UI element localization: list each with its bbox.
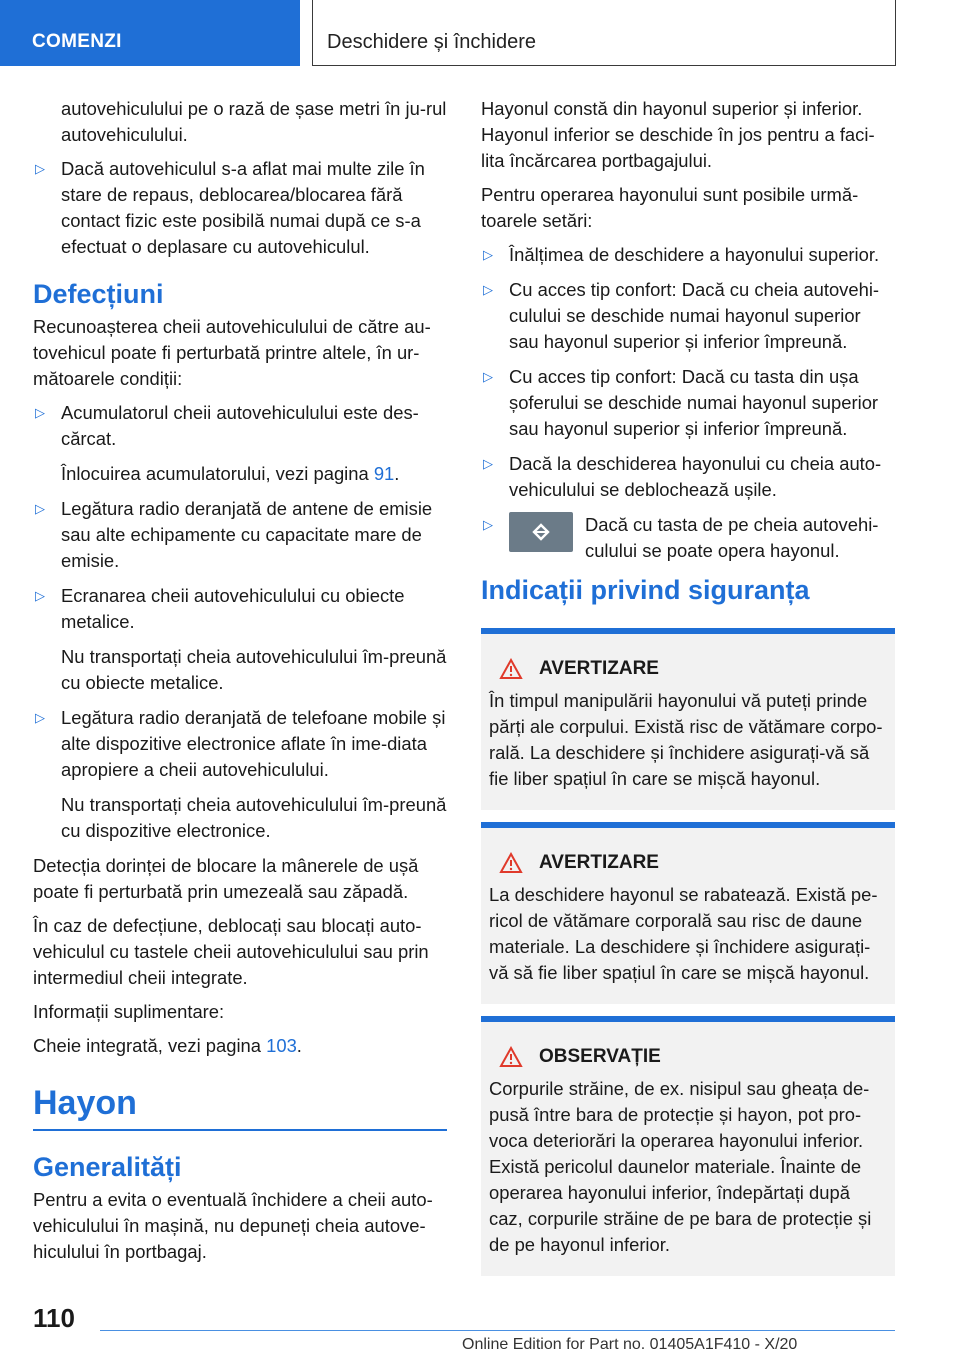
note-text: Înlocuirea acumulatorului, vezi pagina bbox=[61, 463, 374, 484]
bullet-text: Acumulatorul cheii autovehiculului este des-cărcat. bbox=[61, 402, 419, 449]
warning-title-text: AVERTIZARE bbox=[539, 658, 659, 679]
triangle-bullet-icon: ▷ bbox=[483, 247, 493, 262]
chapter-heading-hayon: Hayon bbox=[33, 1084, 137, 1122]
bullet-text: Dacă cu tasta de pe cheia autovehi-culului se poate opera hayonul. bbox=[585, 514, 879, 561]
triangle-bullet-icon: ▷ bbox=[483, 517, 493, 532]
section-heading-safety: Indicații privind siguranța bbox=[481, 575, 810, 605]
bullet-note: Înlocuirea acumulatorului, vezi pagina 91. bbox=[61, 463, 400, 484]
bullet-text: Dacă la deschiderea hayonului cu cheia auto-vehiculului se deblochează ușile. bbox=[509, 453, 882, 500]
header-chapter-tab bbox=[312, 0, 896, 66]
warning-title-text: AVERTIZARE bbox=[539, 852, 659, 873]
warning-box bbox=[481, 822, 895, 1004]
footer-divider bbox=[100, 1330, 895, 1331]
header-chapter-label: Deschidere și închidere bbox=[327, 31, 536, 53]
warning-title bbox=[489, 850, 887, 876]
bullet-item bbox=[481, 277, 895, 355]
bullet-item bbox=[33, 496, 447, 574]
bullet-text: Legătura radio deranjată de telefoane mobile și alte dispozitive electronice aflate în ime-diata apropiere a cheii autovehiculului. bbox=[61, 707, 446, 780]
bullet-item bbox=[33, 583, 447, 635]
paragraph: În caz de defecțiune, deblocați sau blocați auto-vehiculul cu tastele cheii autovehiculului sau prin intermediul cheii integrate. bbox=[33, 915, 429, 988]
bullet-text: Dacă autovehiculul s-a aflat mai multe zile în stare de repaus, deblocarea/blocarea fără contact fizic este posibilă numai după ce s-a efectuat o deplasare cu autovehiculul. bbox=[61, 158, 425, 257]
right-column bbox=[481, 96, 895, 1288]
bullet-note: Nu transportați cheia autovehiculului îm-preună cu dispozitive electronice. bbox=[61, 794, 447, 841]
notice-text: Corpurile străine, de ex. nisipul sau gheața de-pusă între bara de protecție și hayon, pot pro-voca deteriorări la operarea hayonului inferior. Există pericolul daunelor materiale. Înainte de operarea hayonului inferior, îndepărtați după caz, corpurile străine de pe bara de protecție și de pe hayonul inferior. bbox=[489, 1078, 872, 1255]
paragraph: Pentru operarea hayonului sunt posibile urmă-toarele setări: bbox=[481, 184, 859, 231]
bullet-text: Ecranarea cheii autovehiculului cu obiecte metalice. bbox=[61, 585, 405, 632]
triangle-bullet-icon: ▷ bbox=[483, 282, 493, 297]
bullet-item-key-button bbox=[481, 512, 895, 564]
warning-triangle-icon bbox=[499, 852, 523, 874]
footer-edition: Online Edition for Part no. 01405A1F410 - X/20 bbox=[462, 1336, 798, 1353]
page-number: 110 bbox=[33, 1303, 75, 1333]
paragraph: Recunoașterea cheii autovehiculului de către au-tovehicul poate fi perturbată printre altele, în ur-mătoarele condiții: bbox=[33, 316, 431, 389]
bullet-item bbox=[481, 451, 895, 503]
bullet-text: Cu acces tip confort: Dacă cu tasta din ușa șoferului se deschide numai hayonul superior sau hayonul superior și inferior împreună. bbox=[509, 366, 879, 439]
bullet-item bbox=[33, 156, 447, 260]
paragraph: Pentru a evita o eventuală închidere a cheii auto-vehiculului în mașină, nu depuneți cheia autove-hiculului în portbagaj. bbox=[33, 1189, 433, 1262]
page-link-103[interactable]: 103 bbox=[266, 1035, 297, 1056]
notice-box bbox=[481, 1016, 895, 1276]
bullet-text: Înălțimea de deschidere a hayonului superior. bbox=[509, 244, 880, 265]
triangle-bullet-icon: ▷ bbox=[35, 405, 45, 420]
triangle-bullet-icon: ▷ bbox=[35, 501, 45, 516]
heading-divider bbox=[33, 1129, 447, 1131]
paragraph: Cheie integrată, vezi pagina 103. bbox=[33, 1035, 302, 1056]
bullet-text: Cu acces tip confort: Dacă cu cheia autovehi-culului se deschide numai hayonul superior sau hayonul superior și inferior împreună. bbox=[509, 279, 880, 352]
notice-title-text: OBSERVAȚIE bbox=[539, 1046, 661, 1067]
header-section-label: COMENZI bbox=[32, 31, 122, 52]
page-link-91[interactable]: 91 bbox=[373, 463, 395, 484]
bullet-item bbox=[481, 364, 895, 442]
triangle-bullet-icon: ▷ bbox=[483, 369, 493, 384]
paragraph: Informații suplimentare: bbox=[33, 1001, 225, 1022]
warning-text: În timpul manipulării hayonului vă puteți prinde părți ale corpului. Există risc de vătămare corpo-rală. La deschidere și închidere asigurați-vă să fie liber spațiul în care se mișcă hayonul. bbox=[489, 690, 883, 789]
section-heading-general: Generalități bbox=[33, 1152, 182, 1182]
tailgate-key-button-icon bbox=[509, 512, 573, 552]
paragraph-text: Cheie integrată, vezi pagina bbox=[33, 1035, 267, 1056]
section-heading-defects: Defecțiuni bbox=[33, 279, 164, 309]
warning-title bbox=[489, 656, 887, 682]
bullet-note: Nu transportați cheia autovehiculului îm-preună cu obiecte metalice. bbox=[61, 646, 447, 693]
bullet-text: Legătura radio deranjată de antene de emisie sau alte echipamente cu capacitate mare de emisie. bbox=[61, 498, 433, 571]
warning-text: La deschidere hayonul se rabatează. Există pe-ricol de vătămare corporală sau risc de daune materiale. La deschidere și închidere asigurați-vă să fie liber spațiul în care se mișcă hayonul. bbox=[489, 884, 878, 983]
triangle-bullet-icon: ▷ bbox=[35, 161, 45, 176]
triangle-bullet-icon: ▷ bbox=[483, 456, 493, 471]
notice-title bbox=[489, 1044, 887, 1070]
triangle-bullet-icon: ▷ bbox=[35, 710, 45, 725]
warning-triangle-icon bbox=[499, 1046, 523, 1068]
paragraph: Hayonul constă din hayonul superior și inferior. Hayonul inferior se deschide în jos pentru a faci-lita încărcarea portbagajului. bbox=[481, 98, 875, 171]
bullet-item bbox=[33, 400, 447, 452]
left-column bbox=[33, 96, 447, 1273]
paragraph: Detecția dorinței de blocare la mânerele de ușă poate fi perturbată prin umezeală sau zăpadă. bbox=[33, 855, 419, 902]
header-section-tab bbox=[0, 0, 300, 66]
triangle-bullet-icon: ▷ bbox=[35, 588, 45, 603]
warning-box bbox=[481, 628, 895, 810]
paragraph: autovehiculului pe o rază de șase metri în ju-rul autovehiculului. bbox=[61, 98, 447, 145]
bullet-item bbox=[481, 242, 895, 268]
bullet-item bbox=[33, 705, 447, 783]
warning-triangle-icon bbox=[499, 658, 523, 680]
